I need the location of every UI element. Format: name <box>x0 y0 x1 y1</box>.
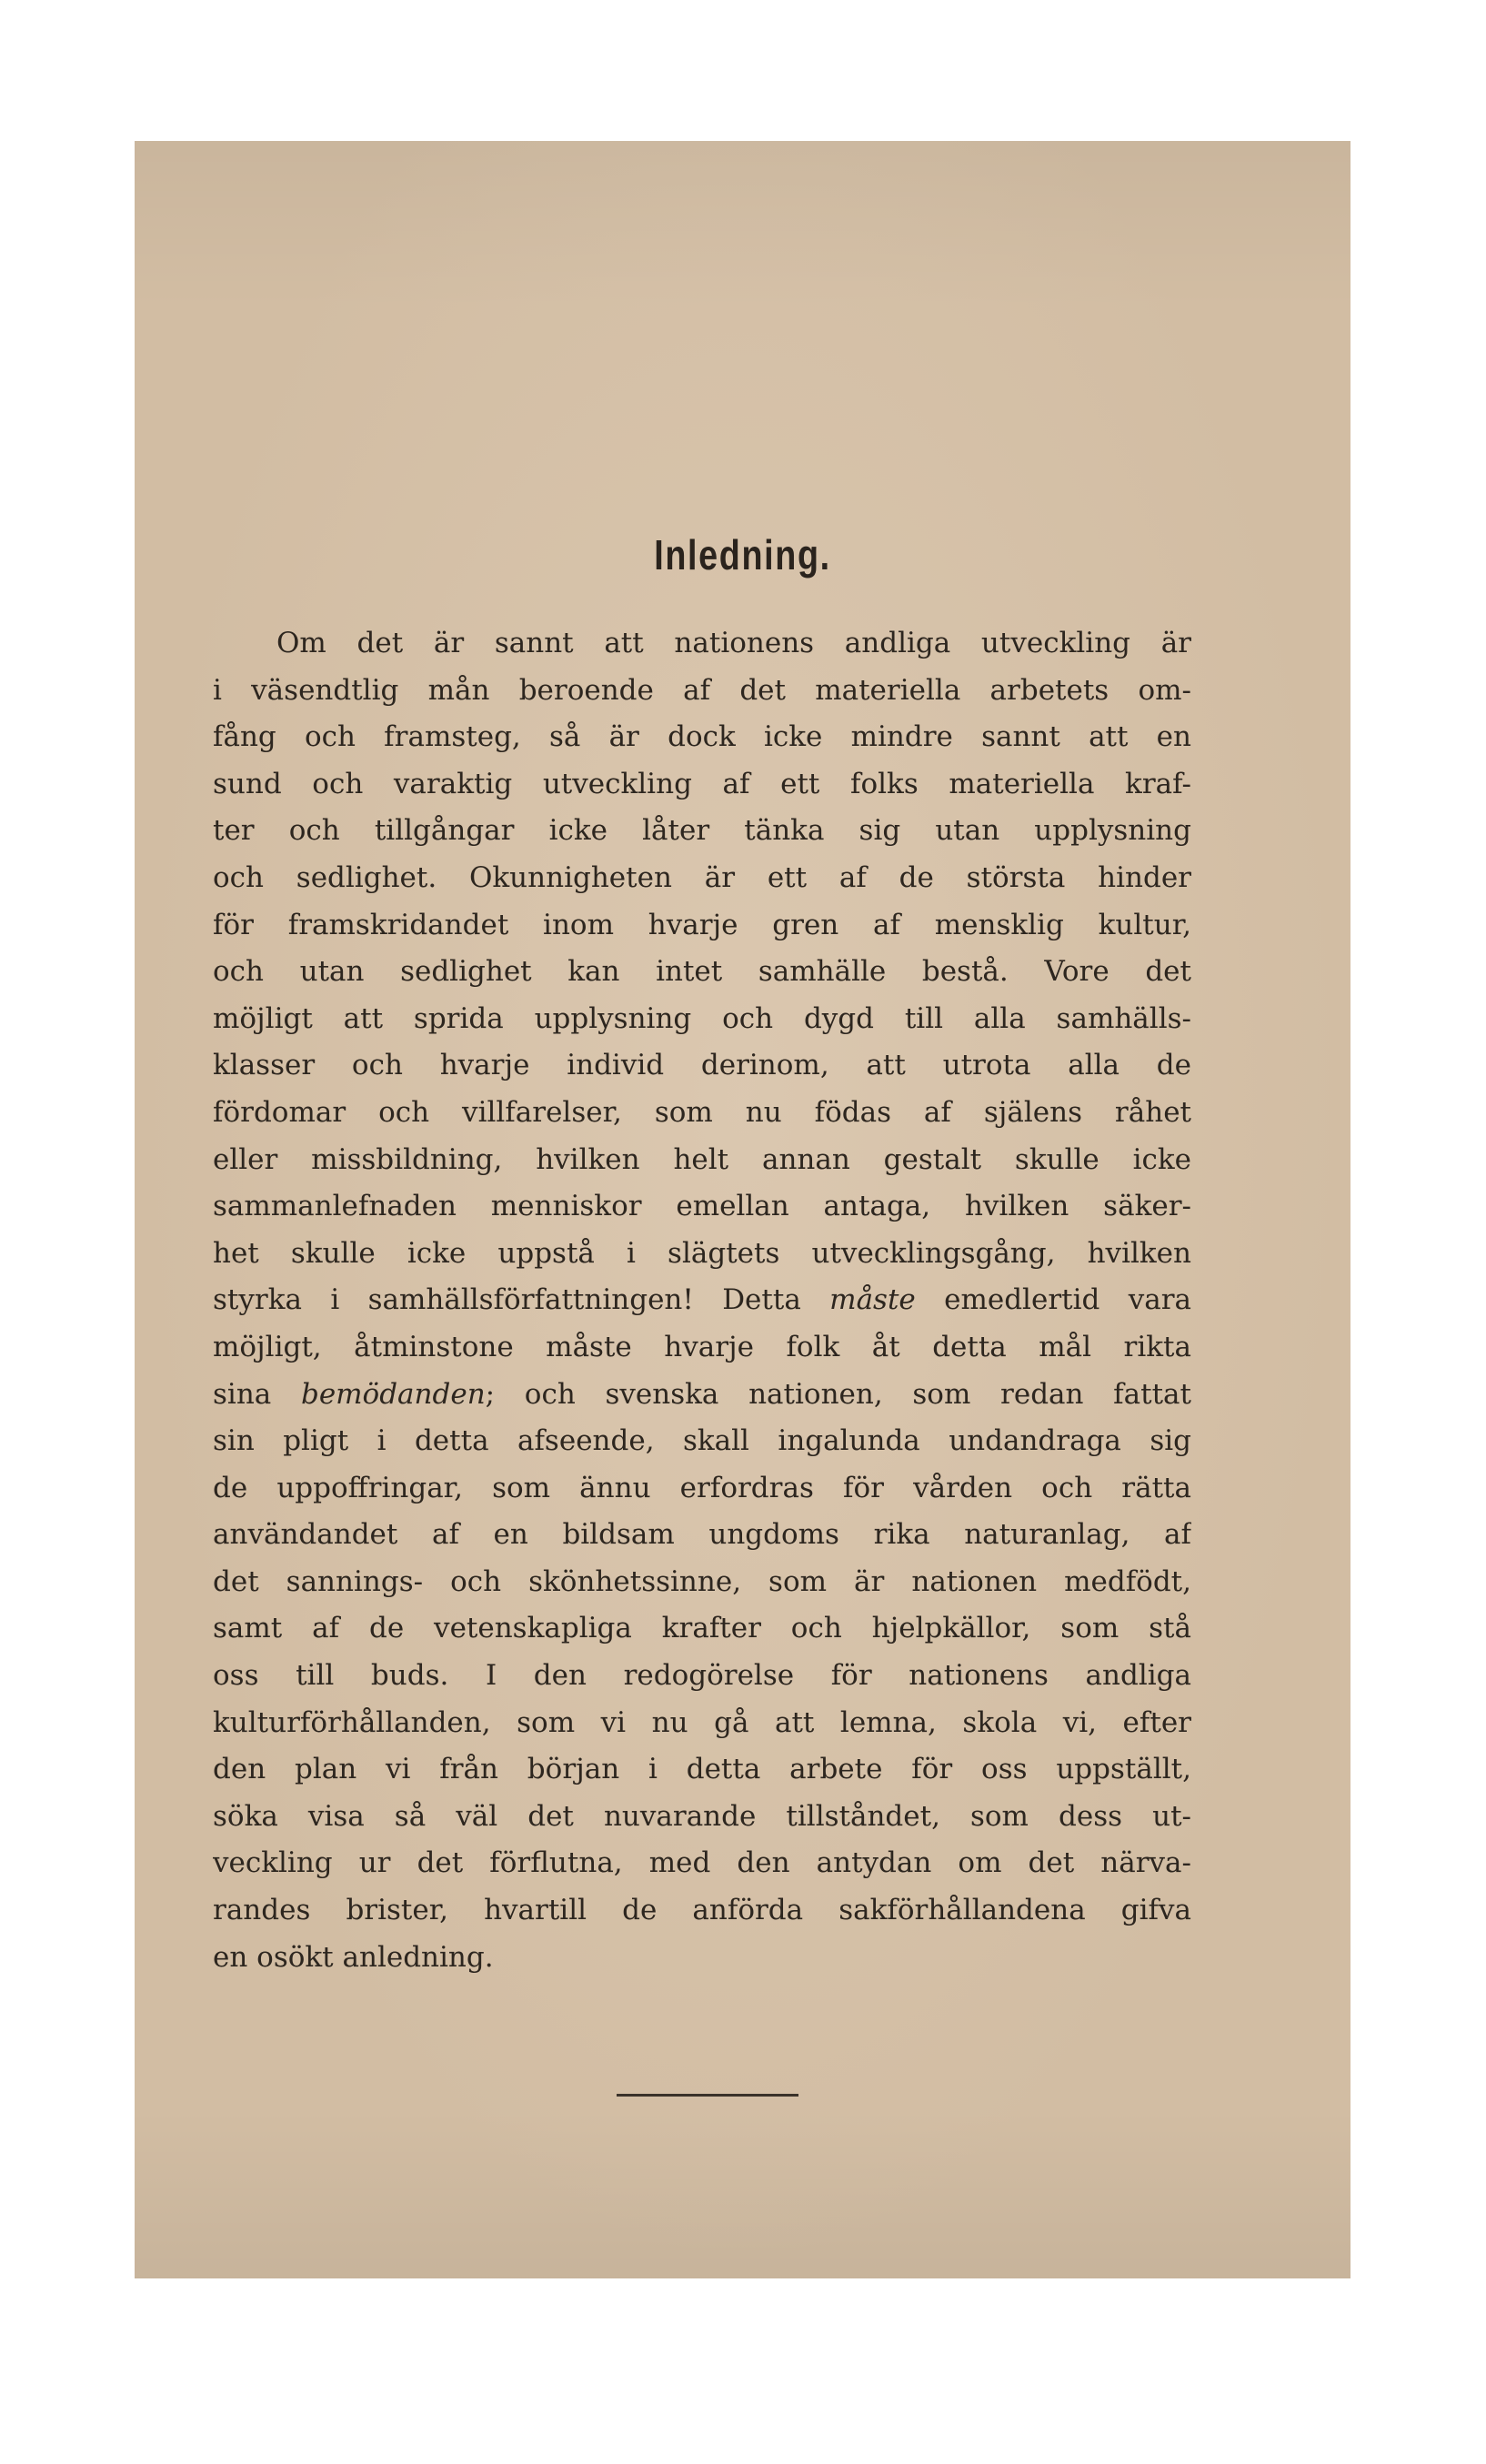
text-segment: sina <box>213 1377 301 1411</box>
text-line: sin pligt i detta afseende, skall ingalunda undandraga sig <box>213 1424 1191 1458</box>
text-line: veckling ur det förflutna, med den antydan om det närva- <box>213 1846 1191 1880</box>
text-line: möjligt att sprida upplysning och dygd till alla samhälls- <box>213 1001 1191 1035</box>
section-divider <box>617 2094 798 2097</box>
text-line: för framskridandet inom hvarje gren af mensklig kultur, <box>213 908 1191 941</box>
text-line: i väsendtlig mån beroende af det materiella arbetets om- <box>213 673 1191 707</box>
text-line: samt af de vetenskapliga krafter och hjelpkällor, som stå <box>213 1612 1191 1645</box>
text-line: och sedlighet. Okunnigheten är ett af de största hinder <box>213 860 1191 894</box>
text-line: det sannings- och skönhetssinne, som är nationen medfödt, <box>213 1564 1191 1598</box>
text-line: de uppoffringar, som ännu erfordras för vården och rätta <box>213 1471 1191 1504</box>
text-line: användandet af en bildsam ungdoms rika naturanlag, af <box>213 1518 1191 1552</box>
text-segment: ; och svenska nationen, som redan fattat <box>485 1377 1191 1411</box>
text-line: sund och varaktig utveckling af ett folks materiella kraf- <box>213 767 1191 800</box>
text-line: oss till buds. I den redogörelse för nationens andliga <box>213 1659 1191 1693</box>
text-line: randes brister, hvartill de anförda sakförhållandena gifva <box>213 1894 1191 1927</box>
text-line: ter och tillgångar icke låter tänka sig utan upplysning <box>213 814 1191 848</box>
text-line <box>213 1372 1191 1419</box>
text-line <box>213 1277 1191 1324</box>
text-line: sammanlefnaden menniskor emellan antaga, hvilken säker- <box>213 1190 1191 1223</box>
text-line: söka visa så väl det nuvarande tillståndet, som dess ut- <box>213 1799 1191 1833</box>
text-segment: emedlertid vara <box>915 1283 1191 1317</box>
text-line: fång och framsteg, så är dock icke mindre sannt att en <box>213 720 1191 754</box>
text-line: Om det är sannt att nationens andliga utveckling är <box>276 627 1191 659</box>
emphasized-word: bemödanden <box>300 1377 486 1411</box>
text-line: eller missbildning, hvilken helt annan gestalt skulle icke <box>213 1142 1191 1176</box>
emphasized-word: måste <box>829 1283 916 1317</box>
text-line: het skulle icke uppstå i slägtets utvecklingsgång, hvilken <box>213 1236 1191 1270</box>
text-line: fördomar och villfarelser, som nu födas af själens råhet <box>213 1095 1191 1129</box>
text-line: kulturförhållanden, som vi nu gå att lemna, skola vi, efter <box>213 1705 1191 1739</box>
text-line: den plan vi från början i detta arbete för oss uppställt, <box>213 1753 1191 1786</box>
body-paragraph <box>213 620 1191 1981</box>
text-segment: styrka i samhällsförfattningen! Detta <box>213 1283 830 1317</box>
chapter-heading: Inledning. <box>654 531 831 578</box>
text-line: en osökt anledning. <box>213 1940 494 1974</box>
text-line: och utan sedlighet kan intet samhälle bestå. Vore det <box>213 955 1191 989</box>
scanned-book-page <box>135 141 1350 2278</box>
text-line: möjligt, åtminstone måste hvarje folk åt detta mål rikta <box>213 1330 1191 1363</box>
text-line: klasser och hvarje individ derinom, att utrota alla de <box>213 1049 1191 1082</box>
